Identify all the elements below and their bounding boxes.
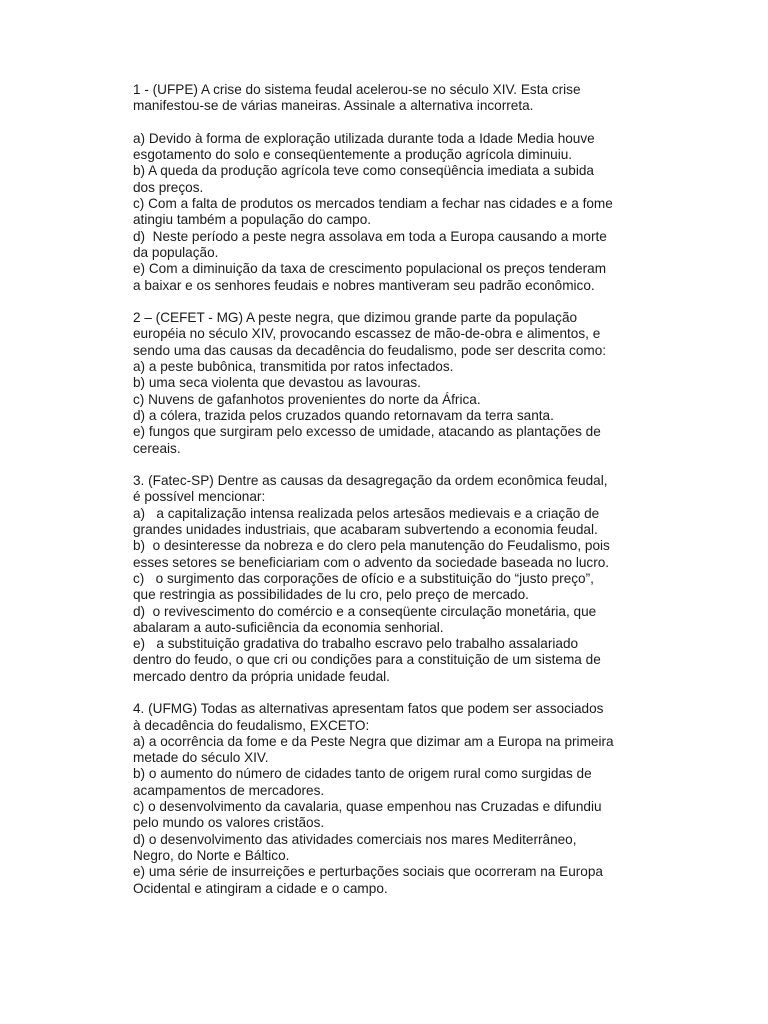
question-1-option-line-6: atingiu também a população do campo. [133,212,372,228]
question-1-option-line-7: d) Neste período a peste negra assolava em toda a Europa causando a morte [133,228,607,244]
question-2-line-1: 2 – (CEFET - MG) A peste negra, que dizimou grande parte da população [133,310,578,326]
question-2-line-2: européia no século XIV, provocando escassez de mão-de-obra e alimentos, e [133,326,601,342]
question-1-line-2: manifestou-se de várias maneiras. Assinale a alternativa incorreta. [133,98,534,114]
question-4-line-12: Ocidental e atingiram a cidade e o campo. [133,880,388,896]
question-4-line-10: Negro, do Norte e Báltico. [133,847,290,863]
question-1-line-1: 1 - (UFPE) A crise do sistema feudal acelerou-se no século XIV. Esta crise [133,82,581,97]
question-1-option-line-5: c) Com a falta de produtos os mercados tendiam a fechar nas cidades e a fome [133,196,613,212]
question-2-line-6: c) Nuvens de gafanhotos provenientes do norte da África. [133,391,481,407]
question-1-option-line-9: e) Com a diminuição da taxa de crescimento populacional os preços tenderam [133,261,607,277]
question-3 [133,473,638,685]
question-3-line-8: que restringia as possibilidades de lu cro, pelo preço de mercado. [133,587,529,603]
question-4-line-9: d) o desenvolvimento das atividades comerciais nos mares Mediterrâneo, [133,831,577,847]
paragraph-gap [133,685,638,701]
question-1-option-line-10: a baixar e os senhores feudais e nobres mantiveram seu padrão econômico. [133,277,595,293]
question-1-option-line-2: esgotamento do solo e conseqüentemente a produção agrícola diminuiu. [133,147,573,163]
question-3-line-10: abalaram a auto-suficiência da economia senhorial. [133,619,444,635]
question-3-line-13: mercado dentro da própria unidade feudal. [133,668,390,684]
question-2-line-8: e) fungos que surgiram pelo excesso de umidade, atacando as plantações de [133,424,601,440]
question-1 [133,82,638,294]
paragraph-gap [133,294,638,310]
question-2-line-9: cereais. [133,440,181,456]
question-3-line-2: é possível mencionar: [133,489,266,505]
question-3-line-9: d) o revivescimento do comércio e a conseqüente circulação monetária, que [133,603,597,619]
question-4-line-7: c) o desenvolvimento da cavalaria, quase empenhou nas Cruzadas e difundiu [133,799,602,815]
document-page [133,82,638,897]
question-3-line-5: b) o desinteresse da nobreza e do clero pela manutenção do Feudalismo, pois [133,538,610,554]
question-3-line-11: e) a substituição gradativa do trabalho escravo pelo trabalho assalariado [133,636,579,652]
question-4-line-1: 4. (UFMG) Todas as alternativas apresentam fatos que podem ser associados [133,701,604,717]
question-2 [133,310,638,457]
question-1-option-line-4: dos preços. [133,179,204,195]
question-4-line-11: e) uma série de insurreições e perturbações sociais que ocorreram na Europa [133,864,603,880]
question-4-line-8: pelo mundo os valores cristãos. [133,815,325,831]
question-4 [133,701,638,897]
question-3-line-12: dentro do feudo, o que cri ou condições para a constituição de um sistema de [133,652,601,668]
question-1-option-line-3: b) A queda da produção agrícola teve como conseqüência imediata a subida [133,163,594,179]
question-4-line-4: metade do século XIV. [133,750,269,766]
question-4-line-6: acampamentos de mercadores. [133,782,325,798]
question-3-line-7: c) o surgimento das corporações de ofício e a substituição do “justo preço”, [133,570,594,586]
paragraph-gap [133,457,638,473]
question-3-line-3: a) a capitalização intensa realizada pelos artesãos medievais e a criação de [133,505,600,521]
question-2-line-4: a) a peste bubônica, transmitida por ratos infectados. [133,359,454,375]
question-1-option-line-8: da população. [133,244,219,260]
question-4-line-2: à decadência do feudalismo, EXCETO: [133,717,370,733]
question-2-line-7: d) a cólera, trazida pelos cruzados quando retornavam da terra santa. [133,407,554,423]
question-4-line-5: b) o aumento do número de cidades tanto de origem rural como surgidas de [133,766,592,782]
question-4-line-3: a) a ocorrência da fome e da Peste Negra que dizimar am a Europa na primeira [133,733,614,749]
paragraph-gap [133,115,638,131]
question-3-line-6: esses setores se beneficiariam com o advento da sociedade baseada no lucro. [133,554,610,570]
question-2-line-3: sendo uma das causas da decadência do feudalismo, pode ser descrita como: [133,342,607,358]
question-1-option-line-1: a) Devido à forma de exploração utilizada durante toda a Idade Media houve [133,130,595,146]
question-3-line-1: 3. (Fatec-SP) Dentre as causas da desagregação da ordem econômica feudal, [133,473,608,489]
question-2-line-5: b) uma seca violenta que devastou as lavouras. [133,375,421,391]
question-3-line-4: grandes unidades industriais, que acabaram subvertendo a economia feudal. [133,522,598,538]
